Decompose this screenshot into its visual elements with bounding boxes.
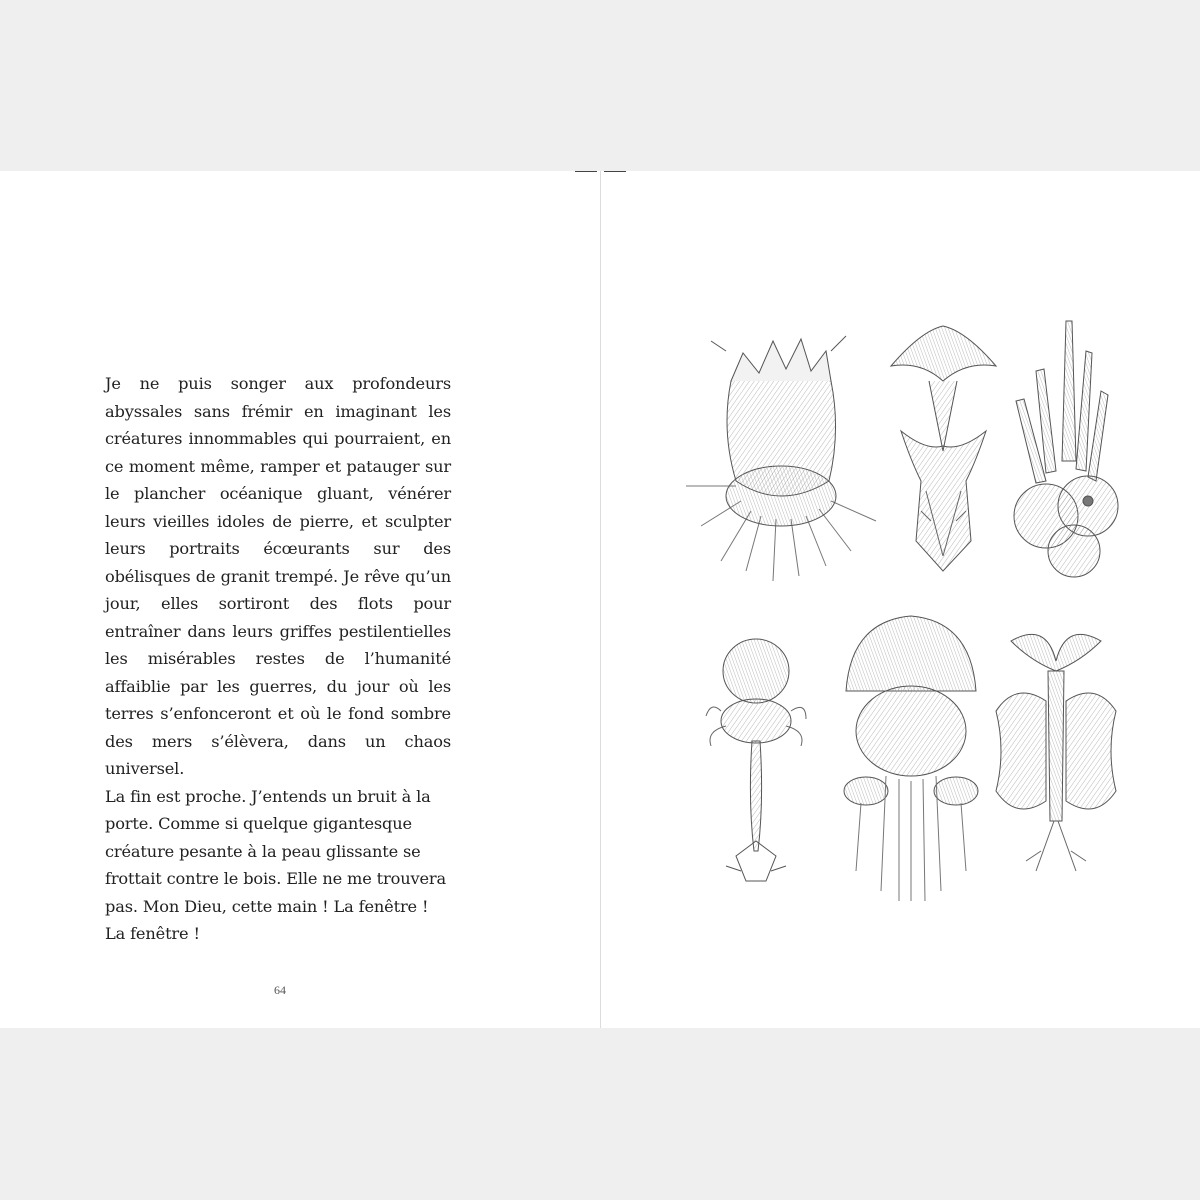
winged-insectoid-sketch [996,634,1116,871]
right-page [601,171,1200,1028]
illustration-plate [681,311,1121,901]
crown-bulb-creature-sketch [686,336,876,581]
body-text [105,370,451,948]
beaked-skull-creature-sketch [891,326,996,571]
paragraph: La fin est proche. J’entends un bruit à la porte. Comme si quelque gigantesque créature pesante à la peau glissante se frottait contre le bois. Elle ne me trouvera pas. Mon Dieu, cette main ! La fenêtre ! La fenêtre ! [105,786,447,943]
book-spread [0,171,1200,1028]
crystal-spike-pod-sketch [1014,321,1118,577]
jellyfish-clustered-sketch [844,616,978,901]
spiny-polyp-stalk-sketch [706,639,806,881]
page-number: 64 [274,983,286,997]
left-page [0,171,600,1028]
creature-sketches [681,311,1121,901]
paragraph: Je ne puis songer aux profondeurs abyssales sans frémir en imaginant les créatures innommables qui pourraient, en ce moment même, ramper et patauger sur le plancher océanique gluant, vénérer leurs vieilles idoles de pierre, et sculpter leurs portraits écœurants sur des obélisques de granit trempé. Je rêve qu’un jour, elles sortiront des flots pour entraîner dans leurs griffes pestilentielles les misérables restes de l’humanité affaiblie par les guerres, du jour où les terres s’enfonceront et où le fond sombre des mers s’élèvera, dans un chaos universel. [105,374,451,778]
